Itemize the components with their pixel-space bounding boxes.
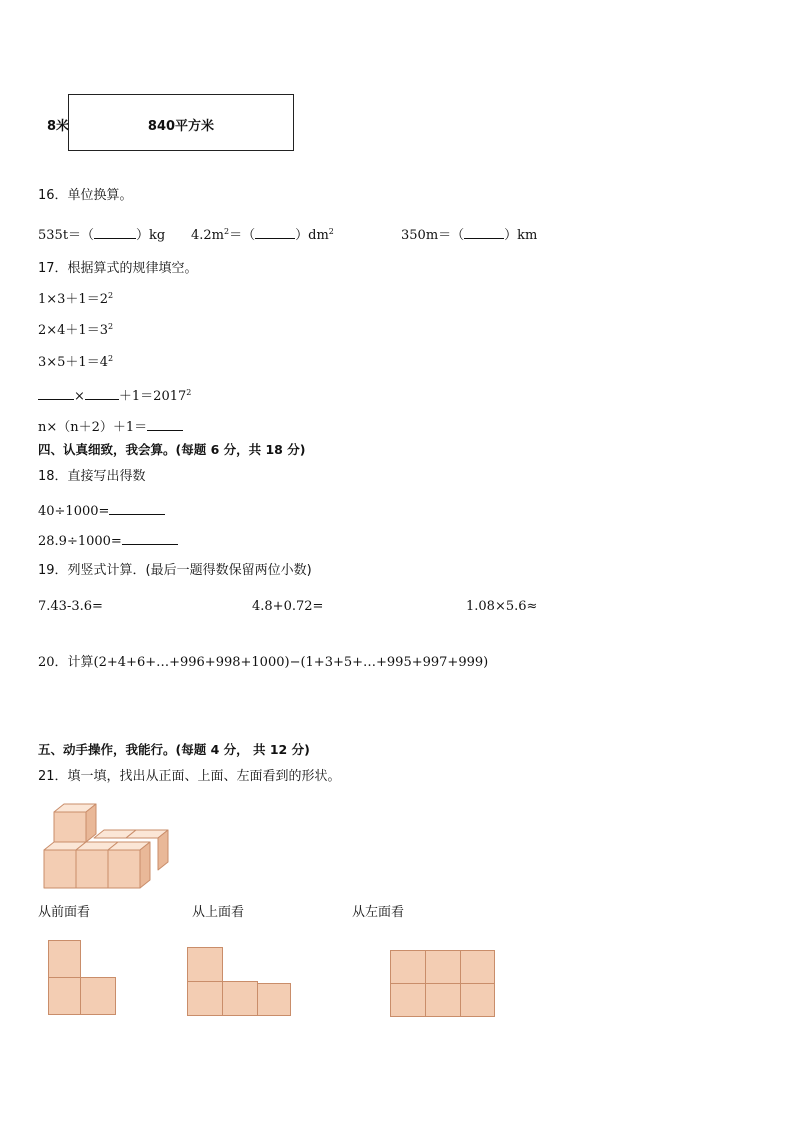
top-view-square	[257, 983, 291, 1016]
cube-front-1	[44, 850, 76, 888]
q17-line1-exp: 2	[107, 291, 114, 300]
q18-item1	[38, 502, 165, 518]
cube-front-upper	[54, 812, 86, 842]
q16-item2-left: 4.2m	[191, 228, 225, 243]
cube-stack-figure	[40, 798, 180, 890]
cube-front-2	[76, 850, 108, 888]
q17-blank-a[interactable]	[38, 387, 74, 400]
q19-item2: 4.8+0.72=	[252, 599, 324, 614]
view-top-label: 从上面看	[192, 905, 245, 920]
rectangle-figure	[68, 94, 294, 151]
q17-line3	[38, 355, 113, 369]
q16-item1	[38, 226, 165, 242]
q17-line2-text: 2×4＋1＝3	[38, 323, 108, 338]
section5-heading: 五、动手操作，我能行。(每题 4 分， 共 12 分)	[38, 742, 310, 757]
q18-item1-text: 40÷1000=	[38, 504, 110, 519]
q16-item2-exp2: 2	[328, 227, 334, 236]
q18-item2-text: 28.9÷1000=	[38, 534, 122, 549]
q17-stem: 17．根据算式的规律填空。	[38, 261, 198, 276]
cube-side-front	[140, 842, 150, 888]
q16-item2-right: ）dm	[295, 228, 329, 243]
left-view-square	[390, 950, 426, 984]
top-view-square	[222, 981, 258, 1016]
q16-blank1[interactable]	[94, 226, 136, 239]
q21-stem: 21．填一填，找出从正面、上面、左面看到的形状。	[38, 769, 341, 784]
rect-side-label: 8米	[47, 119, 70, 134]
q17-line4-right: ＋1＝2017	[118, 389, 187, 404]
front-view-square	[80, 977, 116, 1015]
q20-stem: 20．计算(2+4+6+…+996+998+1000)−(1+3+5+…+995+997+999)	[38, 655, 489, 670]
q16-item2-exp: 2	[224, 227, 230, 236]
left-view-square	[425, 983, 461, 1017]
q17-line4	[38, 387, 191, 403]
q17-line3-text: 3×5＋1＝4	[38, 355, 108, 370]
q18-blank1[interactable]	[109, 502, 165, 515]
q16-item3-left: 350m＝（	[401, 228, 465, 243]
q16-blank3[interactable]	[464, 226, 504, 239]
q17-line5	[38, 418, 183, 434]
q17-blank-c[interactable]	[147, 418, 183, 431]
q16-item3	[401, 226, 537, 242]
q17-line1-text: 1×3＋1＝2	[38, 292, 108, 307]
q16-item2-mid: ＝（	[229, 228, 256, 243]
q16-item3-right: ）km	[504, 228, 538, 243]
q17-line2-exp: 2	[107, 322, 114, 331]
top-view-square	[187, 981, 223, 1016]
q17-line2	[38, 323, 113, 337]
top-view-square	[187, 947, 223, 982]
q16-stem: 16．单位换算。	[38, 188, 133, 203]
view-left-label: 从左面看	[352, 905, 405, 920]
q16-item1-left: 535t＝（	[38, 228, 95, 243]
q18-blank2[interactable]	[122, 532, 178, 545]
q18-item2	[38, 532, 178, 548]
left-view-square	[460, 950, 495, 984]
q17-line4-exp: 2	[186, 388, 192, 397]
q19-item3: 1.08×5.6≈	[466, 599, 538, 614]
q17-line5-text: n×（n＋2）＋1＝	[38, 420, 148, 435]
q16-item2	[191, 226, 334, 242]
left-view-square	[460, 983, 495, 1017]
left-view-square	[390, 983, 426, 1017]
q19-stem: 19．列竖式计算．(最后一题得数保留两位小数)	[38, 563, 312, 578]
q17-blank-b[interactable]	[85, 387, 119, 400]
q17-line4-mid: ×	[74, 389, 85, 404]
q17-line1	[38, 292, 113, 306]
q16-item1-right: ）kg	[136, 228, 166, 243]
q17-line3-exp: 2	[107, 354, 114, 363]
front-view-square	[48, 977, 81, 1015]
q16-blank2[interactable]	[255, 226, 295, 239]
cube-front-3	[108, 850, 140, 888]
q19-item1: 7.43-3.6=	[38, 599, 103, 614]
left-view-square	[425, 950, 461, 984]
front-view-square	[48, 940, 81, 978]
section4-heading: 四、认真细致，我会算。(每题 6 分，共 18 分)	[38, 442, 306, 457]
rect-area-label: 840平方米	[147, 119, 215, 134]
view-front-label: 从前面看	[38, 905, 91, 920]
q18-stem: 18．直接写出得数	[38, 469, 146, 484]
